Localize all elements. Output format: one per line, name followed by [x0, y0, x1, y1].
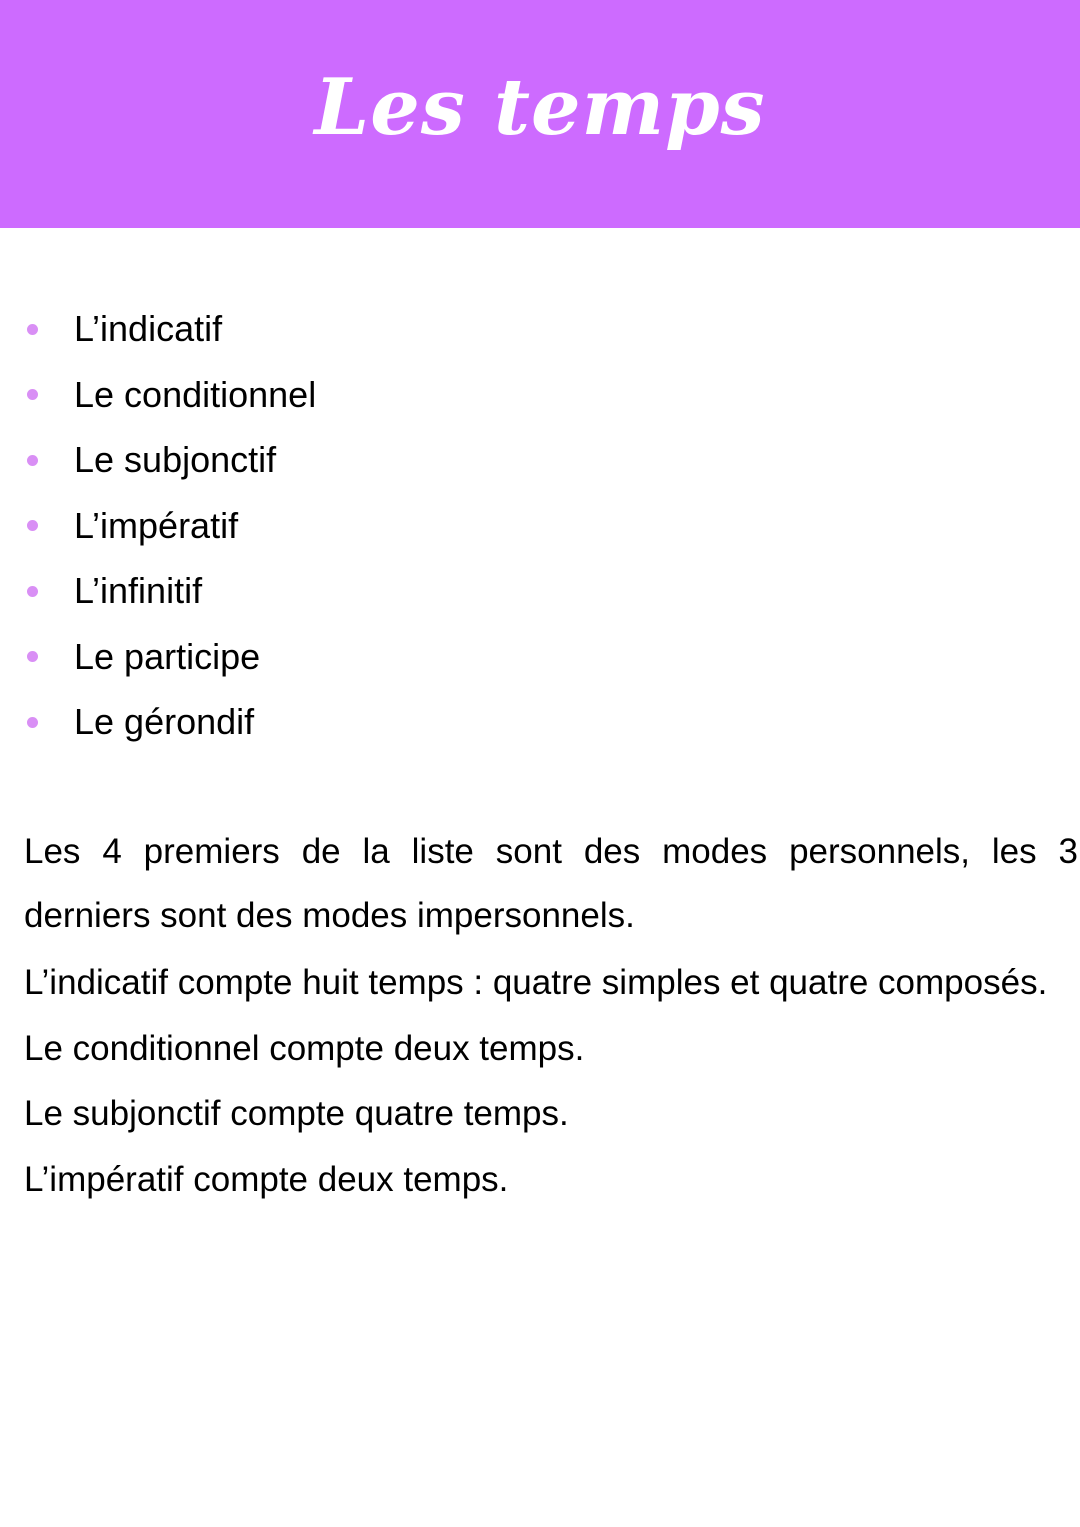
page-title: Les temps	[314, 61, 766, 153]
mode-label: L’indicatif	[74, 308, 223, 349]
explanation-text	[24, 820, 1078, 1212]
paragraph-modes-summary: Les 4 premiers de la liste sont des modes personnels, les 3 derniers sont des modes impersonnels.	[24, 832, 1078, 935]
mode-label: Le subjonctif	[74, 439, 277, 480]
bullet-icon	[27, 324, 38, 335]
paragraph-conditionnel: Le conditionnel compte deux temps.	[24, 1028, 585, 1068]
bullet-icon	[27, 586, 38, 597]
list-item	[0, 558, 316, 624]
header-banner	[0, 0, 1080, 228]
bullet-icon	[27, 455, 38, 466]
bullet-icon	[27, 520, 38, 531]
list-item	[0, 362, 316, 428]
list-item	[0, 427, 316, 493]
modes-list	[0, 296, 316, 755]
list-item	[0, 296, 316, 362]
mode-label: L’infinitif	[74, 570, 203, 611]
mode-label: Le participe	[74, 635, 261, 677]
mode-label: Le conditionnel	[74, 373, 317, 415]
list-item	[0, 493, 316, 559]
paragraph-imperatif: L’impératif compte deux temps.	[24, 1159, 509, 1199]
list-item	[0, 689, 316, 755]
mode-label: L’impératif	[74, 504, 239, 546]
bullet-icon	[27, 651, 38, 662]
mode-label: Le gérondif	[74, 701, 255, 742]
list-item	[0, 624, 316, 690]
paragraph-subjonctif: Le subjonctif compte quatre temps.	[24, 1094, 569, 1133]
bullet-icon	[27, 717, 38, 728]
bullet-icon	[27, 389, 38, 400]
paragraph-indicatif: L’indicatif compte huit temps : quatre simples et quatre composés.	[24, 963, 1048, 1002]
